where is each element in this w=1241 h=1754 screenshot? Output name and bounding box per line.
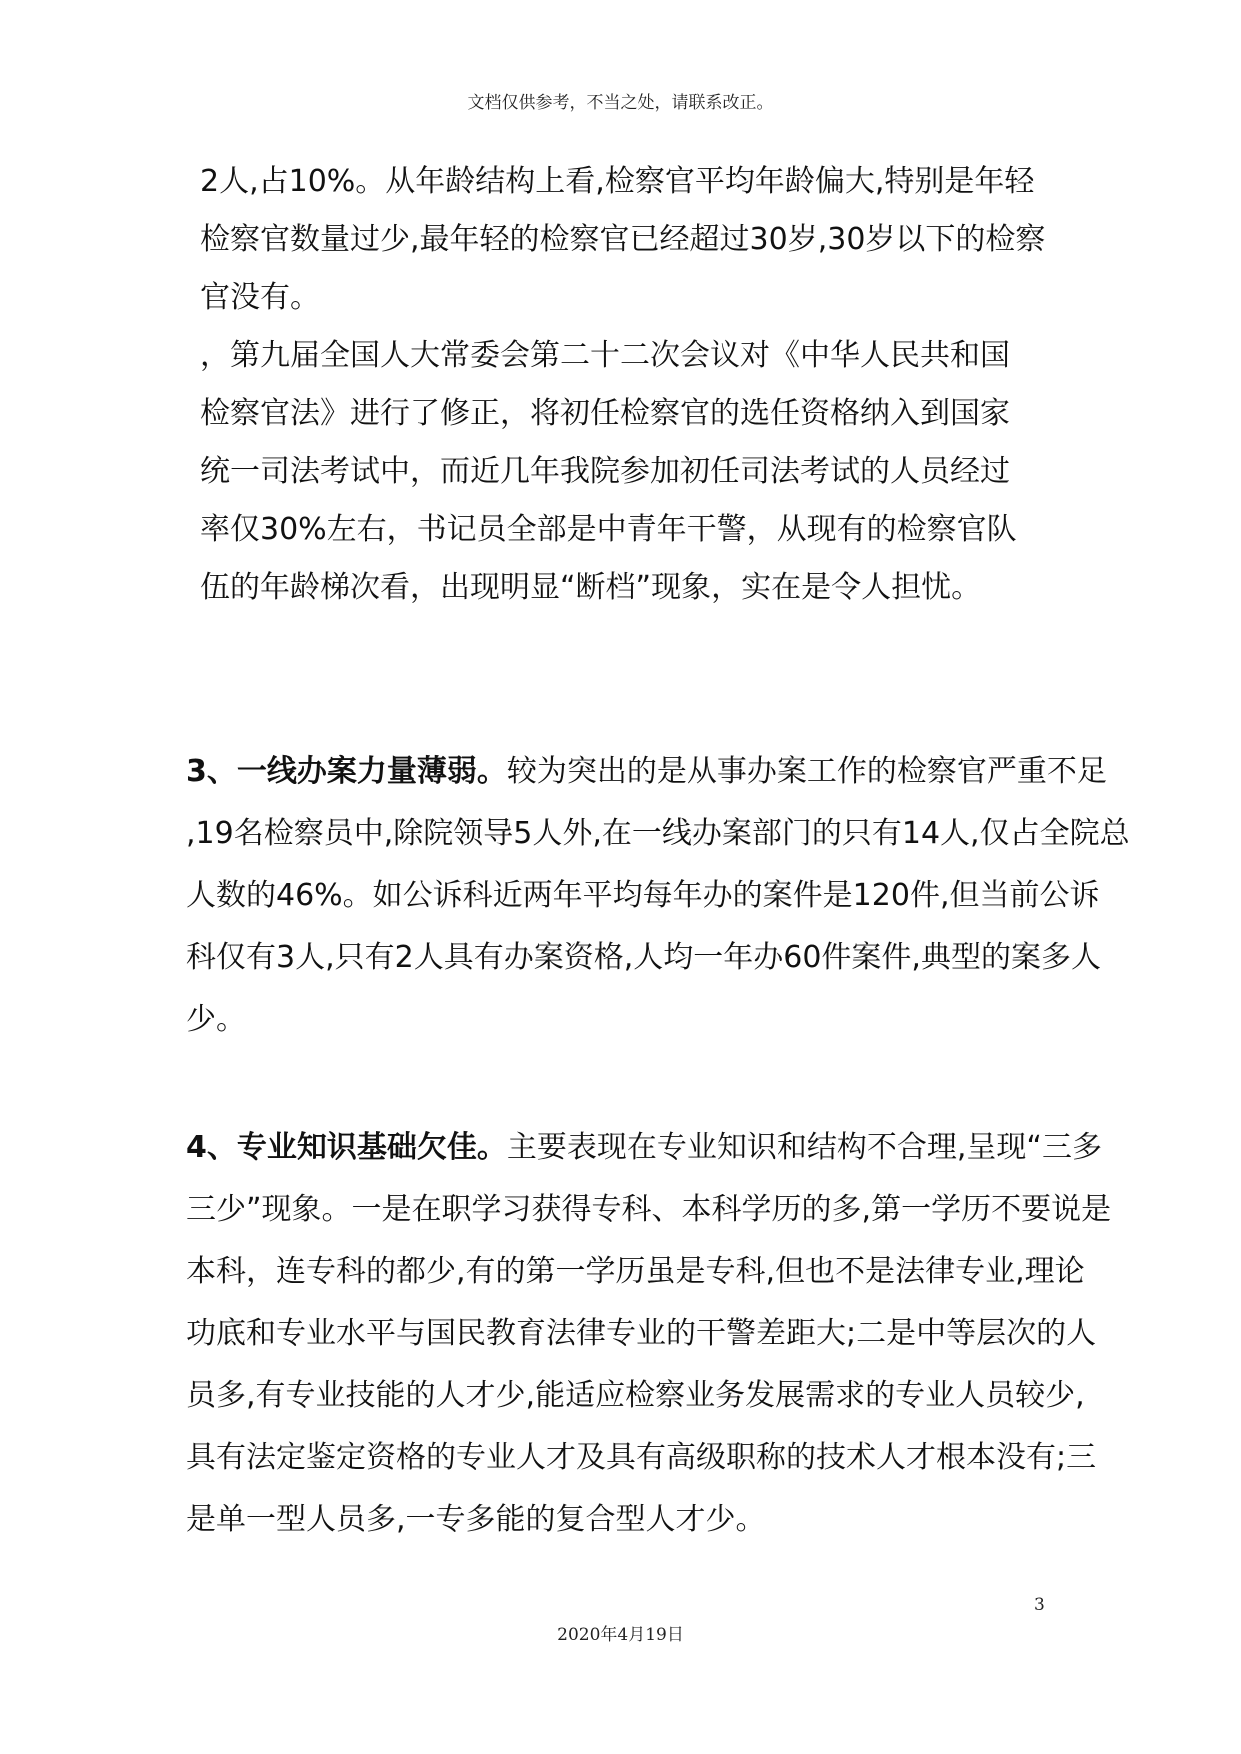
text-line: 率仅30%左右，书记员全部是中青年干警，从现有的检察官队 — [200, 512, 1017, 547]
text-line: ，第九届全国人大常委会第二十二次会议对《中华人民共和国 — [200, 338, 1010, 373]
text-line: 伍的年龄梯次看，出现明显“断档”现象，实在是令人担忧。 — [200, 570, 982, 605]
text-line: 少。 — [186, 1002, 246, 1037]
section-heading: 3、一线办案力量薄弱。 — [186, 754, 507, 789]
section-text: 较为突出的是从事办案工作的检察官严重不足 — [506, 754, 1107, 789]
page-header: 文档仅供参考，不当之处，请联系改正。 — [467, 93, 774, 113]
text-line: 员多,有专业技能的人才少,能适应检察业务发展需求的专业人员较少, — [186, 1378, 1085, 1413]
text-line — [186, 752, 1107, 792]
text-line: 统一司法考试中，而近几年我院参加初任司法考试的人员经过 — [200, 454, 1010, 489]
text-line: 是单一型人员多,一专多能的复合型人才少。 — [186, 1502, 766, 1537]
text-line: ,19名检察员中,除院领导5人外,在一线办案部门的只有14人,仅占全院总 — [186, 816, 1130, 851]
section-text: 主要表现在专业知识和结构不合理,呈现“三多 — [506, 1130, 1102, 1165]
section-heading: 4、专业知识基础欠佳。 — [186, 1130, 507, 1165]
text-line: 官没有。 — [200, 280, 320, 315]
text-line: 2人,占10%。从年龄结构上看,检察官平均年龄偏大,特别是年轻 — [200, 164, 1035, 199]
footer-date: 2020年4月19日 — [557, 1625, 684, 1645]
text-line: 检察官法》进行了修正，将初任检察官的选任资格纳入到国家 — [200, 396, 1010, 431]
text-line: 功底和专业水平与国民教育法律专业的干警差距大;二是中等层次的人 — [186, 1316, 1097, 1351]
text-line: 检察官数量过少,最年轻的检察官已经超过30岁,30岁以下的检察 — [200, 222, 1046, 257]
text-line: 人数的46%。如公诉科近两年平均每年办的案件是120件,但当前公诉 — [186, 878, 1100, 913]
text-line: 三少”现象。一是在职学习获得专科、本科学历的多,第一学历不要说是 — [186, 1192, 1112, 1227]
text-line: 具有法定鉴定资格的专业人才及具有高级职称的技术人才根本没有;三 — [186, 1440, 1097, 1475]
text-line: 科仅有3人,只有2人具有办案资格,人均一年办60件案件,典型的案多人 — [186, 940, 1101, 975]
text-line — [186, 1128, 1102, 1168]
text-line: 本科，连专科的都少,有的第一学历虽是专科,但也不是法律专业,理论 — [186, 1254, 1085, 1289]
page-number: 3 — [1034, 1595, 1045, 1615]
